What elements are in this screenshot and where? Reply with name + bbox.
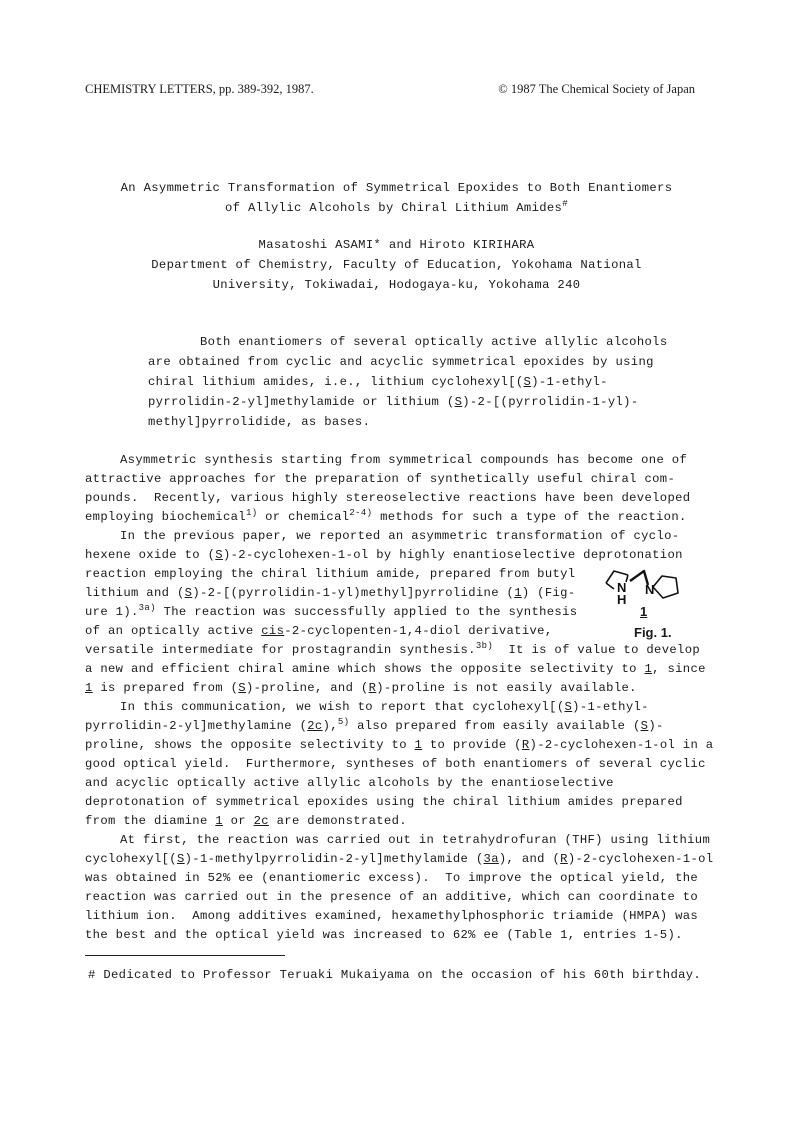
text-run: )-2-[(pyrrolidin-1-yl)methyl]pyrrolidine ( (192, 586, 515, 600)
abstract-line: are obtained from cyclic and acyclic symmetrical epoxides by using (148, 355, 654, 369)
stereo-descriptor: S (454, 395, 463, 409)
text-run: , since (652, 662, 706, 676)
stereo-descriptor: R (368, 681, 377, 695)
compound-number: 1 (414, 738, 423, 752)
body-line (85, 624, 553, 638)
text-run: are demonstrated. (268, 814, 407, 828)
text-run: In this communication, we wish to report that cyclohexyl[( (120, 700, 565, 714)
footnote: # Dedicated to Professor Teruaki Mukaiyama on the occasion of his 60th birthday. (88, 968, 702, 982)
figure-caption: Fig. 1. (634, 625, 672, 640)
text-run: ure 1). (85, 605, 139, 619)
body-line (85, 605, 577, 619)
text-run: pyrrolidin-2-yl]methylamine ( (85, 719, 308, 733)
body-line: reaction employing the chiral lithium amide, prepared from butyl (85, 567, 576, 581)
text-run: is prepared from ( (92, 681, 239, 695)
text-run: )-2-cyclohexen-1-ol in a (529, 738, 714, 752)
stereo-descriptor: S (184, 586, 193, 600)
compound-number: 2c (253, 814, 269, 828)
reference-mark: 5) (337, 717, 350, 727)
body-line (85, 643, 700, 657)
text-run: also prepared from easily available ( (349, 719, 641, 733)
hydrogen-label: H (617, 592, 627, 607)
compound-number: 3a (483, 852, 499, 866)
text-run: from the diamine (85, 814, 216, 828)
text-run: ), and ( (498, 852, 561, 866)
compound-number: 1 (644, 662, 653, 676)
abstract-line (148, 395, 639, 409)
text-run: of an optically active (85, 624, 262, 638)
text-run: The reaction was successfully applied to the synthesis (155, 605, 578, 619)
compound-number: 1 (514, 586, 522, 600)
affiliation-line-1: Department of Chemistry, Faculty of Education, Yokohama National (151, 258, 642, 272)
title-line-2 (0, 201, 793, 215)
text-run: )-proline is not easily available. (376, 681, 637, 695)
text-run: )-1-ethyl- (572, 700, 649, 714)
nitrogen-label: N (617, 580, 627, 595)
body-line: pounds. Recently, various highly stereoselective reactions have been developed (85, 491, 691, 505)
text-run: )-proline, and ( (245, 681, 369, 695)
compound-number: 1 (215, 814, 223, 828)
text-run: hexene oxide to ( (85, 548, 216, 562)
compound-number: 1 (85, 681, 93, 695)
reference-mark: 2-4) (349, 508, 373, 518)
text-run: )-1-methylpyrrolidin-2-yl]methylamide ( (184, 852, 484, 866)
text-run: versatile intermediate for prostagrandin synthesis. (85, 643, 476, 657)
text-run: )-2-cyclohexen-1-ol by highly enantioselective deprotonation (222, 548, 683, 562)
reference-mark: 1) (245, 508, 258, 518)
stereo-descriptor: S (523, 375, 532, 389)
body-line: At first, the reaction was carried out in tetrahydrofuran (THF) using lithium (120, 833, 711, 847)
body-line (85, 814, 407, 828)
body-line: attractive approaches for the preparation of synthetically useful chiral com- (85, 472, 676, 486)
compound-number-label: 1 (640, 604, 648, 619)
body-line (85, 548, 683, 562)
body-line (85, 719, 664, 733)
stereo-descriptor: R (560, 852, 568, 866)
text-run: )-1-ethyl- (531, 375, 608, 389)
text-run: ) (Fig- (521, 586, 576, 600)
body-line (85, 738, 713, 752)
title-footnote-mark: # (562, 199, 568, 209)
text-run: employing biochemical (85, 510, 246, 524)
stereo-descriptor: S (640, 719, 649, 733)
stereo-descriptor: S (238, 681, 246, 695)
body-line: deprotonation of symmetrical epoxides using the chiral lithium amides prepared (85, 795, 683, 809)
stereo-descriptor: R (521, 738, 530, 752)
body-line (85, 510, 687, 524)
text-run: chiral lithium amides, i.e., lithium cyclohexyl[( (148, 375, 524, 389)
affiliation-line-2: University, Tokiwadai, Hodogaya-ku, Yokohama 240 (212, 278, 581, 292)
text-run: -2-cyclopenten-1,4-diol derivative, (284, 624, 553, 638)
copyright-notice: © 1987 The Chemical Society of Japan (498, 82, 695, 96)
abstract-line: Both enantiomers of several optically active allylic alcohols (200, 335, 668, 349)
cis-descriptor: cis (261, 624, 285, 638)
text-run: lithium and ( (85, 586, 185, 600)
body-line: good optical yield. Furthermore, syntheses of both enantiomers of several cyclic (85, 757, 706, 771)
text-run: or (222, 814, 254, 828)
reference-mark: 3a) (138, 603, 156, 613)
body-line: the best and the optical yield was increased to 62% ee (Table 1, entries 1-5). (85, 928, 683, 942)
text-run: )-2-[(pyrrolidin-1-yl)- (462, 395, 639, 409)
body-line: Asymmetric synthesis starting from symmetrical compounds has become one of (120, 453, 688, 467)
body-line (85, 662, 706, 676)
compound-number: 2c (307, 719, 323, 733)
title-line-1: An Asymmetric Transformation of Symmetrical Epoxides to Both Enantiomers (120, 181, 673, 195)
abstract-line: methyl]pyrrolidide, as bases. (148, 415, 371, 429)
abstract-line (148, 375, 608, 389)
body-line (85, 852, 713, 866)
title-text: of Allylic Alcohols by Chiral Lithium Amides (225, 201, 563, 215)
body-line: lithium ion. Among additives examined, hexamethylphosphoric triamide (HMPA) was (85, 909, 699, 923)
text-run: It is of value to develop (493, 643, 701, 657)
footnote-rule (85, 955, 285, 956)
stereo-descriptor: S (215, 548, 223, 562)
stereo-descriptor: S (176, 852, 185, 866)
body-line: In the previous paper, we reported an asymmetric transformation of cyclo- (120, 529, 680, 543)
text-run: methods for such a type of the reaction. (372, 510, 687, 524)
body-line: was obtained in 52% ee (enantiomeric excess). To improve the optical yield, the (85, 871, 699, 885)
authors: Masatoshi ASAMI* and Hiroto KIRIHARA (258, 238, 535, 252)
body-line: reaction was carried out in the presence of an additive, which can coordinate to (85, 890, 699, 904)
text-run: to provide ( (422, 738, 522, 752)
text-run: cyclohexyl[( (85, 852, 177, 866)
body-line: and acyclic optically active allylic alcohols by the enantioselective (85, 776, 614, 790)
text-run: pyrrolidin-2-yl]methylamide or lithium ( (148, 395, 455, 409)
text-run: )- (648, 719, 664, 733)
journal-citation: CHEMISTRY LETTERS, pp. 389-392, 1987. (85, 82, 314, 96)
text-run: proline, shows the opposite selectivity to (85, 738, 415, 752)
text-run: ), (322, 719, 338, 733)
reference-mark: 3b) (475, 641, 494, 651)
text-run: or chemical (257, 510, 350, 524)
body-line (85, 681, 637, 695)
text-run: )-2-cyclohexen-1-ol (567, 852, 714, 866)
body-line (85, 586, 576, 600)
stereo-descriptor: S (564, 700, 573, 714)
nitrogen-label: N (645, 582, 655, 597)
body-line (120, 700, 649, 714)
text-run: a new and efficient chiral amine which shows the opposite selectivity to (85, 662, 645, 676)
